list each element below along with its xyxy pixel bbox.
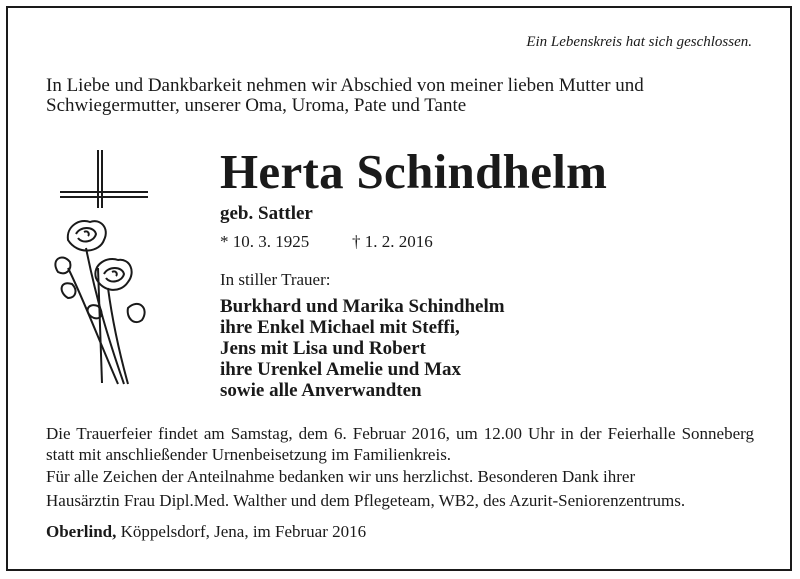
death-date: † 1. 2. 2016 [352, 232, 433, 251]
mourner-line: ihre Urenkel Amelie und Max [220, 359, 462, 380]
ceremony-text: Die Trauerfeier findet am Samstag, dem 6. Februar 2016, um 12.00 Uhr in der Feierhalle Sonneberg statt mit anschließender Urnenbeisetzung im Familienkreis. [46, 424, 754, 464]
thanks-text [46, 465, 758, 513]
intro-line-2: Schwiegermutter, unserer Oma, Uroma, Pate und Tante [46, 95, 467, 116]
place-and-date [46, 522, 366, 542]
mourner-line: Jens mit Lisa und Robert [220, 338, 426, 359]
intro-text [46, 76, 746, 116]
thanks-line-1: Für alle Zeichen der Anteilnahme bedanken wir uns herzlichst. Besonderen Dank ihrer [46, 467, 636, 486]
deceased-name: Herta Schindhelm [220, 144, 608, 199]
thanks-line-2: Hausärztin Frau Dipl.Med. Walther und dem Pflegeteam, WB2, des Azurit-Seniorenzentrums. [46, 491, 686, 510]
birth-date: * 10. 3. 1925 [220, 232, 310, 251]
mourner-line: sowie alle Anverwandten [220, 380, 422, 401]
motto: Ein Lebenskreis hat sich geschlossen. [526, 34, 752, 50]
mourner-line: ihre Enkel Michael mit Steffi, [220, 317, 460, 338]
mourner-line: Burkhard und Marika Schindhelm [220, 296, 505, 317]
place-rest: Köppelsdorf, Jena, im Februar 2016 [116, 522, 367, 541]
cross-with-roses-icon [38, 148, 158, 388]
intro-line-1: In Liebe und Dankbarkeit nehmen wir Abschied von meiner lieben Mutter und [46, 75, 644, 96]
place-town: Oberlind, [46, 522, 117, 541]
grief-label: In stiller Trauer: [220, 270, 331, 289]
mourners-list [220, 296, 505, 401]
maiden-name: geb. Sattler [220, 203, 313, 224]
